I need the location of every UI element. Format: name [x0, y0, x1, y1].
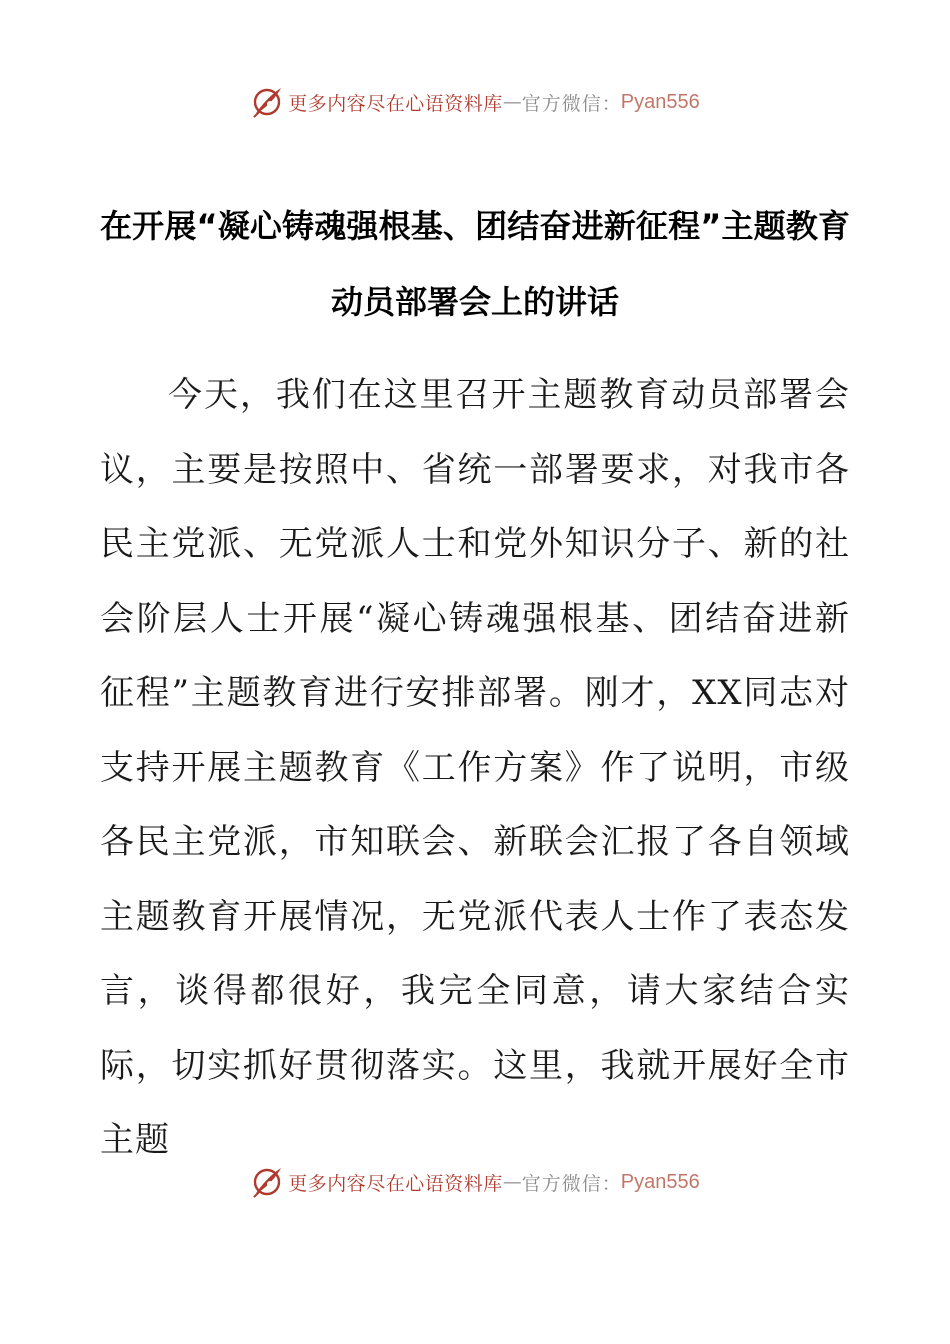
banner-dash: —: [502, 1171, 522, 1193]
header-watermark-banner: [0, 82, 950, 122]
banner-account-id: Pyan556: [620, 90, 700, 113]
banner-separator: ：: [601, 92, 621, 115]
banner-promo-text: 更多内容尽在心语资料库: [288, 92, 503, 115]
quill-pen-circle-icon: [250, 1165, 284, 1199]
banner-account-label: 官方微信: [521, 92, 602, 115]
quill-pen-circle-icon: [250, 85, 284, 119]
banner-separator: ：: [601, 1172, 621, 1195]
banner-dash: —: [502, 91, 522, 113]
document-title: 在开展“凝心铸魂强根基、团结奋进新征程”主题教育动员部署会上的讲话: [100, 207, 850, 321]
banner-account-label: 官方微信: [521, 1172, 602, 1195]
banner-account-id: Pyan556: [620, 1170, 700, 1193]
footer-watermark-banner: [0, 1162, 950, 1202]
banner-promo-text: 更多内容尽在心语资料库: [288, 1172, 503, 1195]
body-paragraph: 今天，我们在这里召开主题教育动员部署会议，主要是按照中、省统一部署要求，对我市各民主党派、无党派人士和党外知识分子、新的社会阶层人士开展“凝心铸魂强根基、团结奋进新征程”主题教育进行安排部署。刚才，XX同志对支持开展主题教育《工作方案》作了说明，市级各民主党派，市知联会、新联会汇报了各自领域主题教育开展情况，无党派代表人士作了表态发言，谈得都很好，我完全同意，请大家结合实际，切实抓好贯彻落实。这里，我就开展好全市主题: [100, 375, 850, 1160]
